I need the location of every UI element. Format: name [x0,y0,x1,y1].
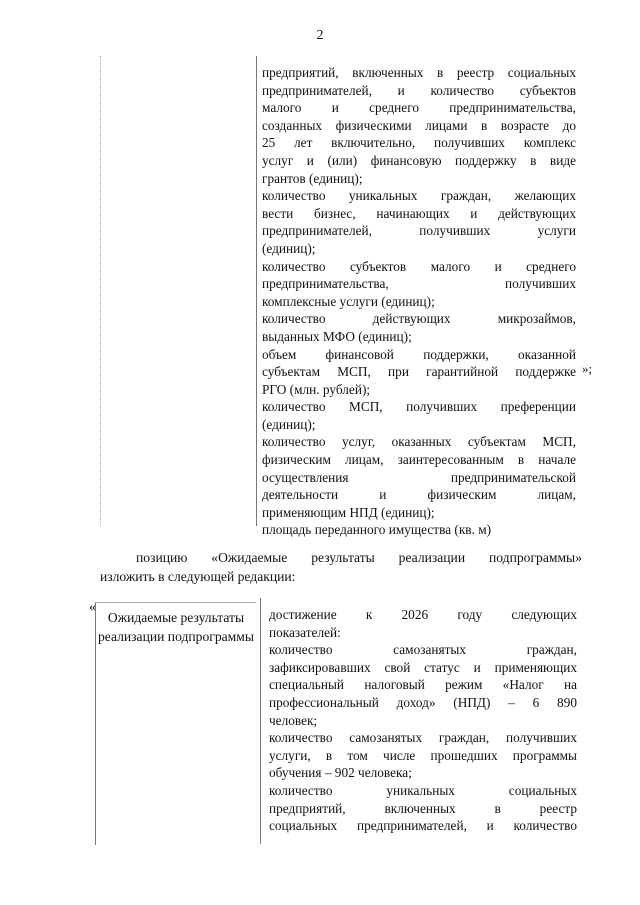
text-line: социальных предпринимателей, и количество [269,818,577,834]
text-line: количество уникальных социальных [269,782,577,798]
text-line: человек; [269,712,318,728]
text-line: достижение к 2026 году следующих [269,607,577,622]
table-column-divider [256,56,257,526]
text-line: зафиксировавших свой статус и применяющих [269,659,577,675]
text-line: показателей: [269,624,341,640]
text-line: осуществления предпринимательской [262,469,576,485]
expected-results-text [269,606,577,835]
page-number: 2 [316,28,324,43]
text-line: (единиц); [262,240,316,256]
text-line: количество МСП, получивших преференции [262,399,576,415]
instruction-paragraph [100,548,582,586]
text-line: профессиональный доход» (НПД) – 6 890 [269,694,577,710]
text-line: предпринимательства, получивших [262,276,576,292]
table-column-divider [260,598,261,844]
text-line: площадь переданного имущества (кв. м) [262,522,492,538]
row-label: Ожидаемые результаты реализации подпрограммы [97,610,255,644]
text-line: РГО (млн. рублей); [262,381,371,397]
text-line: предприятий, включенных в реестр социальных [262,65,576,80]
text-line: услуги, в том числе прошедших программы [269,747,577,763]
text-line: обучения – 902 человека; [269,765,412,781]
text-line: количество услуг, оказанных субъектам МСП, [262,434,576,450]
text-line: субъектам МСП, при гарантийной поддержке [262,364,576,380]
text-line: услуг и (или) финансовую поддержку в виде [262,152,576,168]
text-line: предприятий, включенных в реестр [269,800,577,816]
text-line: количество действующих микрозаймов, [262,311,576,327]
instruction-line-1: позицию «Ожидаемые результаты реализации подпрограммы» [136,550,582,565]
text-line: вести бизнес, начинающих и действующих [262,205,576,221]
text-line: объем финансовой поддержки, оказанной [262,346,576,362]
text-line: количество самозанятых граждан, [269,642,577,658]
new-table-fragment [87,598,582,848]
text-line: количество уникальных граждан, желающих [262,188,576,204]
text-line: созданных физическими лицами в возрасте до [262,117,576,133]
text-line: специальный налоговый режим «Налог на [269,677,577,693]
text-line: применяющим НПД (единиц); [262,504,435,520]
text-line: малого и среднего предпринимательства, [262,100,576,116]
text-line: комплексные услуги (единиц); [262,293,435,309]
text-line: количество субъектов малого и среднего [262,258,576,274]
instruction-line-2: изложить в следующей редакции: [100,569,296,584]
text-line: деятельности и физическим лицам, [262,487,576,503]
closing-quote-mark: »; [582,361,593,376]
text-line: грантов (единиц); [262,170,363,186]
table-continuation [100,56,578,538]
text-line: предпринимателей, получивших услуги [262,223,576,239]
text-line: выданных МФО (единиц); [262,328,412,344]
indicators-text [262,64,576,539]
text-line: физическим лицам, заинтересованным в начале [262,452,576,468]
opening-quote-mark: « [89,600,96,615]
text-line: количество самозанятых граждан, получивших [269,730,577,746]
text-line: 25 лет включительно, получивших комплекс [262,135,576,151]
text-line: (единиц); [262,416,316,432]
text-line: предпринимателей, и количество субъектов [262,82,576,98]
table-left-border [100,56,101,526]
